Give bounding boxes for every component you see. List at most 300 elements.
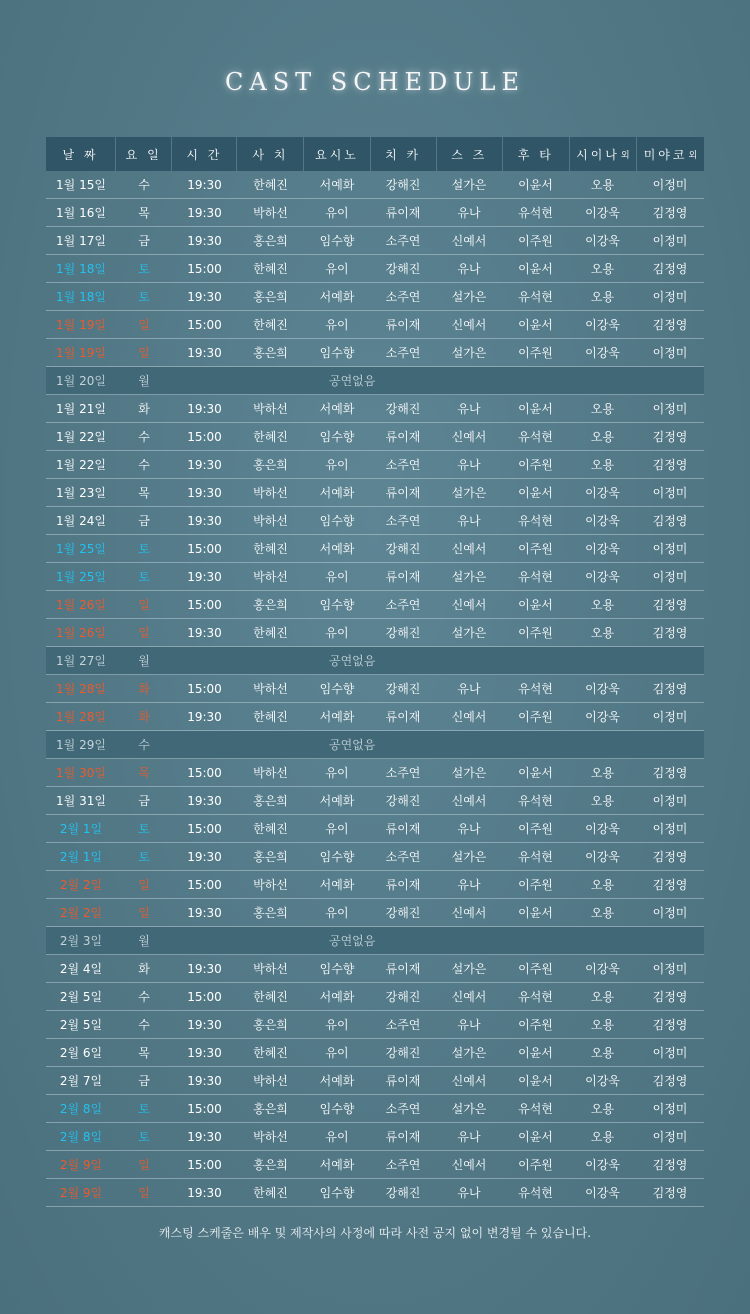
cast-cell: 이윤서 bbox=[518, 402, 553, 416]
cast-cell: 이윤서 bbox=[518, 1130, 553, 1144]
table-row-no-show bbox=[46, 367, 704, 395]
cast-cell: 오용 bbox=[590, 1046, 615, 1060]
schedule-notice: 캐스팅 스케줄은 배우 및 제작사의 사정에 따라 사전 공지 없이 변경될 수 있습니다. bbox=[158, 1226, 592, 1240]
row-date: 1월 25일 bbox=[56, 570, 106, 584]
row-date: 2월 7일 bbox=[59, 1074, 103, 1088]
cast-cell: 박하선 bbox=[253, 766, 288, 780]
cast-cell: 김정영 bbox=[652, 598, 688, 612]
cast-cell: 소주연 bbox=[385, 1158, 421, 1172]
cast-cell: 강해진 bbox=[385, 1046, 421, 1060]
column-header-label: 요 일 bbox=[125, 147, 162, 162]
cast-cell: 오용 bbox=[590, 290, 615, 304]
row-weekday: 화 bbox=[138, 682, 150, 696]
table-row bbox=[46, 283, 704, 311]
no-show-label: 공연없음 bbox=[329, 738, 376, 752]
row-date: 1월 31일 bbox=[56, 794, 106, 808]
cast-cell: 김정영 bbox=[652, 430, 688, 444]
row-date: 2월 5일 bbox=[59, 1018, 103, 1032]
cast-cell: 류이재 bbox=[385, 1074, 421, 1088]
cast-cell: 박하선 bbox=[253, 682, 288, 696]
cast-cell: 이강욱 bbox=[585, 1158, 620, 1172]
column-header bbox=[503, 137, 570, 171]
cast-cell: 서예화 bbox=[319, 710, 355, 724]
cast-cell: 임수향 bbox=[319, 234, 355, 248]
cast-cell: 홍은희 bbox=[253, 458, 288, 472]
cast-cell: 박하선 bbox=[253, 1130, 288, 1144]
cast-cell: 유나 bbox=[457, 1186, 481, 1200]
cast-cell: 신예서 bbox=[451, 990, 487, 1004]
cast-cell: 설가은 bbox=[451, 766, 487, 780]
cast-cell: 강해진 bbox=[385, 626, 421, 640]
cast-cell: 유이 bbox=[325, 906, 349, 920]
table-body bbox=[46, 171, 704, 1207]
table-row-no-show bbox=[46, 731, 704, 759]
row-date: 2월 9일 bbox=[59, 1158, 103, 1172]
cast-cell: 유나 bbox=[457, 878, 481, 892]
cast-cell: 유석현 bbox=[518, 290, 553, 304]
cast-cell: 이강욱 bbox=[585, 542, 620, 556]
row-time: 19:30 bbox=[187, 177, 222, 192]
cast-cell: 유나 bbox=[457, 682, 481, 696]
row-time: 15:00 bbox=[187, 821, 222, 836]
row-weekday: 토 bbox=[138, 850, 150, 864]
table-row bbox=[46, 619, 704, 647]
cast-cell: 오용 bbox=[590, 262, 615, 276]
row-weekday: 수 bbox=[138, 458, 150, 472]
row-weekday: 일 bbox=[138, 878, 150, 892]
cast-cell: 설가은 bbox=[451, 486, 487, 500]
row-date: 1월 26일 bbox=[56, 626, 106, 640]
row-time: 19:30 bbox=[187, 849, 222, 864]
cast-cell: 유석현 bbox=[518, 990, 553, 1004]
cast-cell: 이정미 bbox=[652, 1130, 688, 1144]
row-weekday: 금 bbox=[138, 234, 150, 248]
cast-cell: 임수향 bbox=[319, 514, 355, 528]
cast-cell: 소주연 bbox=[385, 458, 421, 472]
cast-cell: 설가은 bbox=[451, 178, 487, 192]
cast-cell: 신예서 bbox=[451, 710, 487, 724]
cast-cell: 이주원 bbox=[518, 1018, 553, 1032]
cast-cell: 소주연 bbox=[385, 766, 421, 780]
row-date: 1월 23일 bbox=[56, 486, 106, 500]
row-time: 19:30 bbox=[187, 485, 222, 500]
cast-cell: 이윤서 bbox=[518, 1046, 553, 1060]
cast-cell: 홍은희 bbox=[253, 906, 288, 920]
cast-cell: 홍은희 bbox=[253, 598, 288, 612]
cast-cell: 이정미 bbox=[652, 346, 688, 360]
cast-cell: 한혜진 bbox=[253, 822, 288, 836]
cast-cell: 강해진 bbox=[385, 178, 421, 192]
row-weekday: 토 bbox=[138, 1130, 150, 1144]
cast-cell: 신예서 bbox=[451, 794, 487, 808]
table-row-no-show bbox=[46, 647, 704, 675]
cast-cell: 강해진 bbox=[385, 542, 421, 556]
cast-cell: 이강욱 bbox=[585, 710, 620, 724]
cast-cell: 김정영 bbox=[652, 262, 688, 276]
column-header-label: 미야코 bbox=[643, 147, 688, 162]
cast-cell: 한혜진 bbox=[253, 178, 288, 192]
cast-cell: 유나 bbox=[457, 822, 481, 836]
cast-cell: 강해진 bbox=[385, 262, 421, 276]
cast-cell: 이강욱 bbox=[585, 822, 620, 836]
row-time: 15:00 bbox=[187, 1101, 222, 1116]
cast-cell: 이윤서 bbox=[518, 262, 553, 276]
row-weekday: 수 bbox=[138, 1018, 150, 1032]
cast-cell: 이강욱 bbox=[585, 962, 620, 976]
cast-cell: 신예서 bbox=[451, 1074, 487, 1088]
cast-cell: 이주원 bbox=[518, 962, 553, 976]
row-weekday: 월 bbox=[138, 934, 150, 948]
cast-cell: 박하선 bbox=[253, 1074, 288, 1088]
row-weekday: 토 bbox=[138, 542, 150, 556]
column-header-label: 시이나 bbox=[576, 147, 620, 162]
cast-cell: 김정영 bbox=[652, 878, 688, 892]
cast-cell: 김정영 bbox=[652, 1186, 688, 1200]
row-weekday: 금 bbox=[138, 514, 150, 528]
column-header bbox=[637, 137, 704, 171]
cast-cell: 오용 bbox=[590, 766, 615, 780]
cast-cell: 이강욱 bbox=[585, 850, 620, 864]
cast-cell: 이정미 bbox=[652, 906, 688, 920]
table-row bbox=[46, 675, 704, 703]
column-header bbox=[371, 137, 437, 171]
row-date: 1월 27일 bbox=[56, 654, 106, 668]
row-time: 19:30 bbox=[187, 457, 222, 472]
column-header bbox=[304, 137, 370, 171]
cast-cell: 유석현 bbox=[518, 850, 553, 864]
cast-cell: 서예화 bbox=[319, 1158, 355, 1172]
column-header bbox=[237, 137, 304, 171]
table-row bbox=[46, 759, 704, 787]
table-row bbox=[46, 535, 704, 563]
cast-cell: 신예서 bbox=[451, 430, 487, 444]
row-time: 15:00 bbox=[187, 765, 222, 780]
row-date: 1월 29일 bbox=[56, 738, 106, 752]
row-time: 19:30 bbox=[187, 625, 222, 640]
row-weekday: 월 bbox=[138, 374, 150, 388]
row-weekday: 화 bbox=[138, 402, 150, 416]
cast-cell: 박하선 bbox=[253, 206, 288, 220]
cast-cell: 설가은 bbox=[451, 1102, 487, 1116]
row-date: 1월 16일 bbox=[56, 206, 106, 220]
row-time: 15:00 bbox=[187, 1157, 222, 1172]
row-time: 19:30 bbox=[187, 1045, 222, 1060]
cast-cell: 박하선 bbox=[253, 514, 288, 528]
table-row bbox=[46, 955, 704, 983]
cast-cell: 임수향 bbox=[319, 850, 355, 864]
cast-cell: 임수향 bbox=[319, 1102, 355, 1116]
row-time: 19:30 bbox=[187, 205, 222, 220]
cast-cell: 김정영 bbox=[652, 1018, 688, 1032]
cast-cell: 오용 bbox=[590, 402, 615, 416]
cast-cell: 이윤서 bbox=[518, 178, 553, 192]
table-row bbox=[46, 843, 704, 871]
table-row bbox=[46, 311, 704, 339]
row-time: 19:30 bbox=[187, 289, 222, 304]
cast-cell: 이정미 bbox=[652, 402, 688, 416]
cast-cell: 이정미 bbox=[652, 1102, 688, 1116]
cast-cell: 홍은희 bbox=[253, 1102, 288, 1116]
row-time: 19:30 bbox=[187, 345, 222, 360]
cast-cell: 이강욱 bbox=[585, 318, 620, 332]
row-date: 2월 4일 bbox=[59, 962, 103, 976]
table-row bbox=[46, 815, 704, 843]
cast-cell: 오용 bbox=[590, 878, 615, 892]
row-time: 15:00 bbox=[187, 429, 222, 444]
row-weekday: 목 bbox=[138, 486, 150, 500]
table-row bbox=[46, 1067, 704, 1095]
row-time: 15:00 bbox=[187, 261, 222, 276]
cast-cell: 유이 bbox=[325, 1046, 349, 1060]
cast-cell: 이주원 bbox=[518, 1158, 553, 1172]
cast-cell: 이강욱 bbox=[585, 514, 620, 528]
row-weekday: 일 bbox=[138, 1158, 150, 1172]
row-weekday: 토 bbox=[138, 290, 150, 304]
table-header bbox=[46, 137, 704, 171]
row-weekday: 토 bbox=[138, 822, 150, 836]
row-date: 2월 2일 bbox=[59, 878, 103, 892]
cast-cell: 이주원 bbox=[518, 822, 553, 836]
cast-cell: 오용 bbox=[590, 906, 615, 920]
column-header bbox=[570, 137, 637, 171]
cast-cell: 강해진 bbox=[385, 402, 421, 416]
row-weekday: 일 bbox=[138, 318, 150, 332]
row-weekday: 월 bbox=[138, 654, 150, 668]
table-row bbox=[46, 1151, 704, 1179]
cast-cell: 서예화 bbox=[319, 486, 355, 500]
cast-cell: 한혜진 bbox=[253, 1046, 288, 1060]
cast-cell: 한혜진 bbox=[253, 262, 288, 276]
cast-cell: 이정미 bbox=[652, 1046, 688, 1060]
table-row bbox=[46, 1011, 704, 1039]
table-row bbox=[46, 395, 704, 423]
row-weekday: 일 bbox=[138, 1186, 150, 1200]
cast-cell: 이정미 bbox=[652, 822, 688, 836]
cast-cell: 박하선 bbox=[253, 486, 288, 500]
cast-cell: 류이재 bbox=[385, 878, 421, 892]
row-time: 15:00 bbox=[187, 681, 222, 696]
cast-cell: 이정미 bbox=[652, 794, 688, 808]
cast-cell: 이강욱 bbox=[585, 1186, 620, 1200]
cast-cell: 강해진 bbox=[385, 906, 421, 920]
cast-cell: 강해진 bbox=[385, 990, 421, 1004]
row-date: 2월 3일 bbox=[59, 934, 103, 948]
cast-cell: 신예서 bbox=[451, 318, 487, 332]
column-header-suffix: 외 bbox=[688, 150, 698, 161]
cast-cell: 서예화 bbox=[319, 178, 355, 192]
cast-cell: 유석현 bbox=[518, 514, 553, 528]
cast-cell: 박하선 bbox=[253, 570, 288, 584]
cast-cell: 박하선 bbox=[253, 878, 288, 892]
cast-cell: 유이 bbox=[325, 1130, 349, 1144]
cast-cell: 설가은 bbox=[451, 570, 487, 584]
cast-cell: 서예화 bbox=[319, 1074, 355, 1088]
cast-cell: 소주연 bbox=[385, 290, 421, 304]
row-weekday: 수 bbox=[138, 430, 150, 444]
cast-cell: 한혜진 bbox=[253, 1186, 288, 1200]
cast-cell: 이윤서 bbox=[518, 906, 553, 920]
cast-cell: 강해진 bbox=[385, 794, 421, 808]
cast-cell: 김정영 bbox=[652, 766, 688, 780]
cast-cell: 유나 bbox=[457, 458, 481, 472]
cast-cell: 이주원 bbox=[518, 710, 553, 724]
row-weekday: 목 bbox=[138, 206, 150, 220]
row-date: 1월 22일 bbox=[56, 430, 106, 444]
cast-cell: 박하선 bbox=[253, 402, 288, 416]
cast-cell: 오용 bbox=[590, 794, 615, 808]
row-time: 19:30 bbox=[187, 1185, 222, 1200]
no-show-label: 공연없음 bbox=[329, 654, 376, 668]
cast-cell: 김정영 bbox=[652, 682, 688, 696]
table-row-no-show bbox=[46, 927, 704, 955]
cast-cell: 김정영 bbox=[652, 990, 688, 1004]
row-weekday: 수 bbox=[138, 990, 150, 1004]
cast-cell: 유이 bbox=[325, 626, 349, 640]
row-time: 19:30 bbox=[187, 1017, 222, 1032]
table-row bbox=[46, 479, 704, 507]
cast-cell: 이정미 bbox=[652, 570, 688, 584]
cast-cell: 한혜진 bbox=[253, 542, 288, 556]
column-header bbox=[116, 137, 172, 171]
cast-cell: 오용 bbox=[590, 178, 615, 192]
cast-cell: 서예화 bbox=[319, 402, 355, 416]
cast-cell: 임수향 bbox=[319, 962, 355, 976]
no-show-label: 공연없음 bbox=[329, 934, 376, 948]
cast-cell: 유석현 bbox=[518, 570, 553, 584]
row-time: 15:00 bbox=[187, 541, 222, 556]
row-weekday: 화 bbox=[138, 710, 150, 724]
cast-cell: 신예서 bbox=[451, 1158, 487, 1172]
row-weekday: 일 bbox=[138, 346, 150, 360]
column-header-suffix: 외 bbox=[620, 150, 630, 161]
cast-cell: 홍은희 bbox=[253, 1158, 288, 1172]
cast-cell: 설가은 bbox=[451, 962, 487, 976]
cast-cell: 임수향 bbox=[319, 598, 355, 612]
page-title: CAST SCHEDULE bbox=[225, 68, 525, 96]
table-row bbox=[46, 899, 704, 927]
cast-cell: 류이재 bbox=[385, 570, 421, 584]
row-time: 19:30 bbox=[187, 569, 222, 584]
cast-cell: 홍은희 bbox=[253, 234, 288, 248]
row-time: 19:30 bbox=[187, 401, 222, 416]
column-header bbox=[437, 137, 503, 171]
row-time: 19:30 bbox=[187, 1129, 222, 1144]
cast-cell: 이주원 bbox=[518, 626, 553, 640]
table-row bbox=[46, 591, 704, 619]
table-row bbox=[46, 507, 704, 535]
row-date: 2월 9일 bbox=[59, 1186, 103, 1200]
column-header bbox=[172, 137, 237, 171]
cast-cell: 이주원 bbox=[518, 878, 553, 892]
cast-cell: 오용 bbox=[590, 1102, 615, 1116]
cast-cell: 홍은희 bbox=[253, 850, 288, 864]
cast-cell: 이정미 bbox=[652, 486, 688, 500]
cast-cell: 신예서 bbox=[451, 598, 487, 612]
table-row bbox=[46, 1179, 704, 1207]
cast-cell: 임수향 bbox=[319, 682, 355, 696]
cast-cell: 유석현 bbox=[518, 1186, 553, 1200]
column-header-label: 시 간 bbox=[186, 147, 223, 162]
cast-cell: 유이 bbox=[325, 1018, 349, 1032]
table-row bbox=[46, 339, 704, 367]
cast-cell: 박하선 bbox=[253, 962, 288, 976]
row-date: 1월 17일 bbox=[56, 234, 106, 248]
cast-cell: 임수향 bbox=[319, 430, 355, 444]
column-header-label: 사 치 bbox=[252, 147, 289, 162]
cast-cell: 한혜진 bbox=[253, 710, 288, 724]
table-row bbox=[46, 255, 704, 283]
cast-cell: 유이 bbox=[325, 262, 349, 276]
cast-cell: 유석현 bbox=[518, 1102, 553, 1116]
row-time: 15:00 bbox=[187, 597, 222, 612]
table-row bbox=[46, 1095, 704, 1123]
cast-cell: 류이재 bbox=[385, 822, 421, 836]
cast-cell: 이주원 bbox=[518, 542, 553, 556]
cast-cell: 서예화 bbox=[319, 794, 355, 808]
cast-cell: 설가은 bbox=[451, 1046, 487, 1060]
cast-cell: 오용 bbox=[590, 1130, 615, 1144]
cast-cell: 류이재 bbox=[385, 962, 421, 976]
row-time: 15:00 bbox=[187, 877, 222, 892]
row-time: 19:30 bbox=[187, 709, 222, 724]
row-date: 2월 1일 bbox=[59, 850, 103, 864]
cast-cell: 유이 bbox=[325, 458, 349, 472]
cast-cell: 한혜진 bbox=[253, 626, 288, 640]
cast-cell: 유나 bbox=[457, 262, 481, 276]
column-header-label: 요시노 bbox=[315, 147, 359, 162]
column-header bbox=[46, 137, 116, 171]
row-time: 19:30 bbox=[187, 905, 222, 920]
row-time: 19:30 bbox=[187, 961, 222, 976]
cast-cell: 유나 bbox=[457, 1018, 481, 1032]
cast-cell: 이윤서 bbox=[518, 318, 553, 332]
cast-cell: 이주원 bbox=[518, 458, 553, 472]
row-time: 15:00 bbox=[187, 989, 222, 1004]
table-row bbox=[46, 787, 704, 815]
column-header-label: 스 즈 bbox=[451, 147, 488, 162]
row-date: 1월 22일 bbox=[56, 458, 106, 472]
table-row bbox=[46, 1123, 704, 1151]
row-time: 19:30 bbox=[187, 513, 222, 528]
row-weekday: 토 bbox=[138, 262, 150, 276]
row-weekday: 토 bbox=[138, 570, 150, 584]
cast-cell: 임수향 bbox=[319, 1186, 355, 1200]
column-header-label: 날 짜 bbox=[62, 147, 99, 162]
cast-cell: 서예화 bbox=[319, 878, 355, 892]
cast-cell: 소주연 bbox=[385, 598, 421, 612]
cast-cell: 김정영 bbox=[652, 458, 688, 472]
cast-cell: 한혜진 bbox=[253, 318, 288, 332]
cast-cell: 홍은희 bbox=[253, 794, 288, 808]
table-row bbox=[46, 983, 704, 1011]
cast-cell: 이주원 bbox=[518, 234, 553, 248]
column-header-label: 후 타 bbox=[517, 147, 554, 162]
cast-cell: 이윤서 bbox=[518, 598, 553, 612]
row-date: 1월 25일 bbox=[56, 542, 106, 556]
table-row bbox=[46, 563, 704, 591]
row-date: 1월 30일 bbox=[56, 766, 106, 780]
row-time: 19:30 bbox=[187, 1073, 222, 1088]
cast-cell: 류이재 bbox=[385, 430, 421, 444]
row-weekday: 일 bbox=[138, 906, 150, 920]
cast-cell: 소주연 bbox=[385, 234, 421, 248]
cast-cell: 이윤서 bbox=[518, 486, 553, 500]
cast-cell: 서예화 bbox=[319, 290, 355, 304]
table-row bbox=[46, 171, 704, 199]
cast-cell: 이강욱 bbox=[585, 486, 620, 500]
cast-cell: 설가은 bbox=[451, 346, 487, 360]
row-weekday: 토 bbox=[138, 1102, 150, 1116]
